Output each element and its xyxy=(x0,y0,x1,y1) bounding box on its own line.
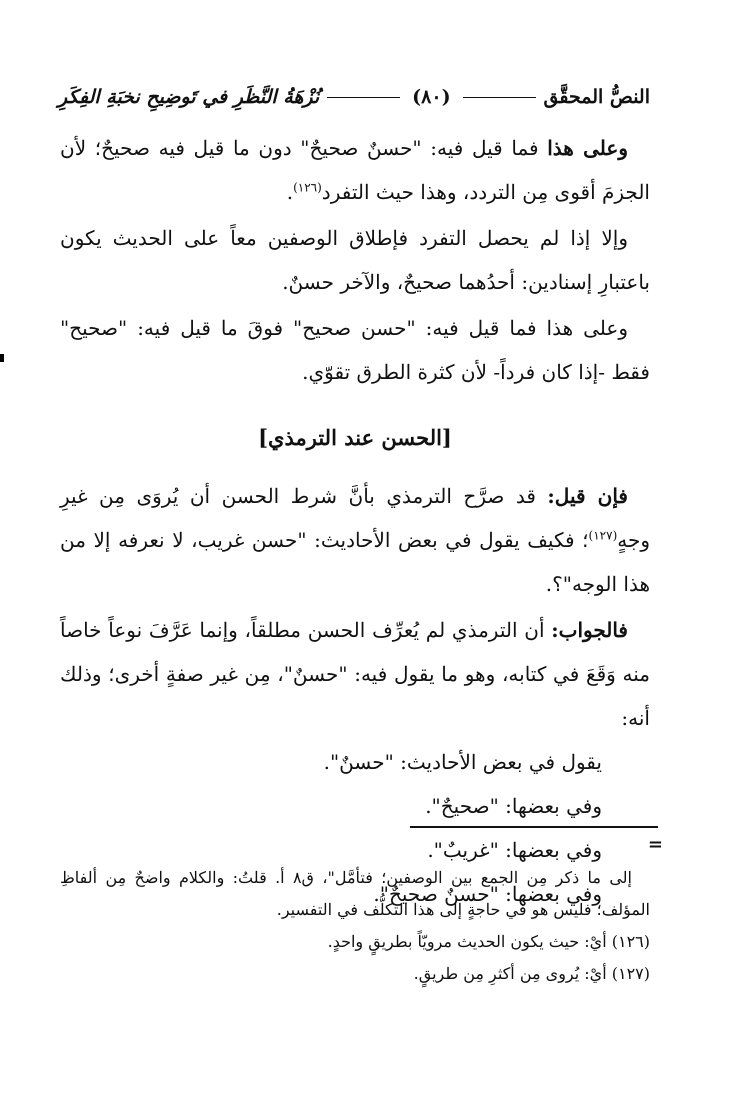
paragraph-4 xyxy=(60,474,650,606)
footnotes xyxy=(60,862,650,990)
margin-mark xyxy=(0,354,4,362)
paragraph-5-lead: فالجواب: xyxy=(551,618,628,642)
paragraph-1-lead: وعلى هذا xyxy=(547,136,628,160)
paragraph-1-end: . xyxy=(286,180,294,204)
footnote-126: (١٢٦) أيْ: حيث يكون الحديث مرويّاً بطريقٍ واحدٍ. xyxy=(327,932,650,951)
paragraph-5 xyxy=(60,608,650,740)
paragraph-4-text: قد صرَّح الترمذي بأنَّ شرط الحسن أن يُروَى مِن غيرِ وجهٍ xyxy=(60,484,650,552)
list-item: وفي بعضها: "صحيحٌ". xyxy=(425,794,602,818)
header-rule-left xyxy=(327,97,400,98)
footnote-continued: إلى ما ذكر مِن الجمع بين الوصفين؛ فتأمَّل"، ق٨ أ. قلتُ: والكلام واضحٌ مِن ألفاظِ المؤلف؛ فليس هو في حاجةٍ إلى هذا التكلُّف في التفسير. xyxy=(60,868,650,919)
footnote-separator xyxy=(410,826,658,828)
header-rule-right xyxy=(463,97,536,98)
footnote-ref-126: (١٢٦) xyxy=(293,180,322,195)
paragraph-4-lead: فإن قيل: xyxy=(547,484,628,508)
paragraph-1 xyxy=(60,126,650,214)
paragraph-2: وإلا إذا لم يحصل التفرد فإطلاق الوصفين معاً على الحديث يكون باعتبارِ إسنادين: أحدُهما صحيحٌ، والآخر حسنٌ. xyxy=(60,226,650,294)
header-page-number: (٨٠) xyxy=(412,86,451,108)
section-heading: [الحسن عند الترمذي] xyxy=(258,425,452,450)
header-book-title: نُزْهَةُ النَّظَرِ في تَوضِيحِ نخبَةِ الفِكَرِ xyxy=(57,86,320,108)
paragraph-4-text-2: ؛ فكيف يقول في بعض الأحاديث: "حسن غريب، لا نعرفه إلا من هذا الوجه"؟. xyxy=(60,528,650,596)
running-header xyxy=(58,80,650,114)
list-item: يقول في بعض الأحاديث: "حسنٌ". xyxy=(323,750,602,774)
footnote-continuation-mark: = xyxy=(647,834,663,855)
paragraph-5-text: أن الترمذي لم يُعرِّف الحسن مطلقاً، وإنما عَرَّفَ نوعاً خاصاً منه وَقَعَ في كتابه، وهو ما يقول فيه: "حسنٌ"، مِن غير صفةٍ أخرى؛ وذلك أنه: xyxy=(60,618,650,730)
header-section-name: النصُّ المحقَّق xyxy=(543,86,650,108)
footnote-127: (١٢٧) أيْ: يُروى مِن أكثرِ مِن طريقٍ. xyxy=(413,964,650,983)
paragraph-3: وعلى هذا فما قيل فيه: "حسن صحيح" فوقَ ما قيل فيه: "صحيح" فقط -إذا كان فرداً- لأن كثرة الطرق تقوّي. xyxy=(60,316,650,384)
footnote-ref-127: (١٢٧) xyxy=(588,528,618,543)
main-text xyxy=(60,126,650,916)
list-item: وفي بعضها: "حسنٌ صحيحٌ". xyxy=(373,882,602,906)
paragraph-1-text: فما قيل فيه: "حسنٌ صحيحٌ" دون ما قيل فيه صحيحٌ؛ لأن الجزمَ أقوى مِن التردد، وهذا حيث التفرد xyxy=(60,136,650,204)
list-item: وفي بعضها: "غريبٌ". xyxy=(427,838,602,862)
